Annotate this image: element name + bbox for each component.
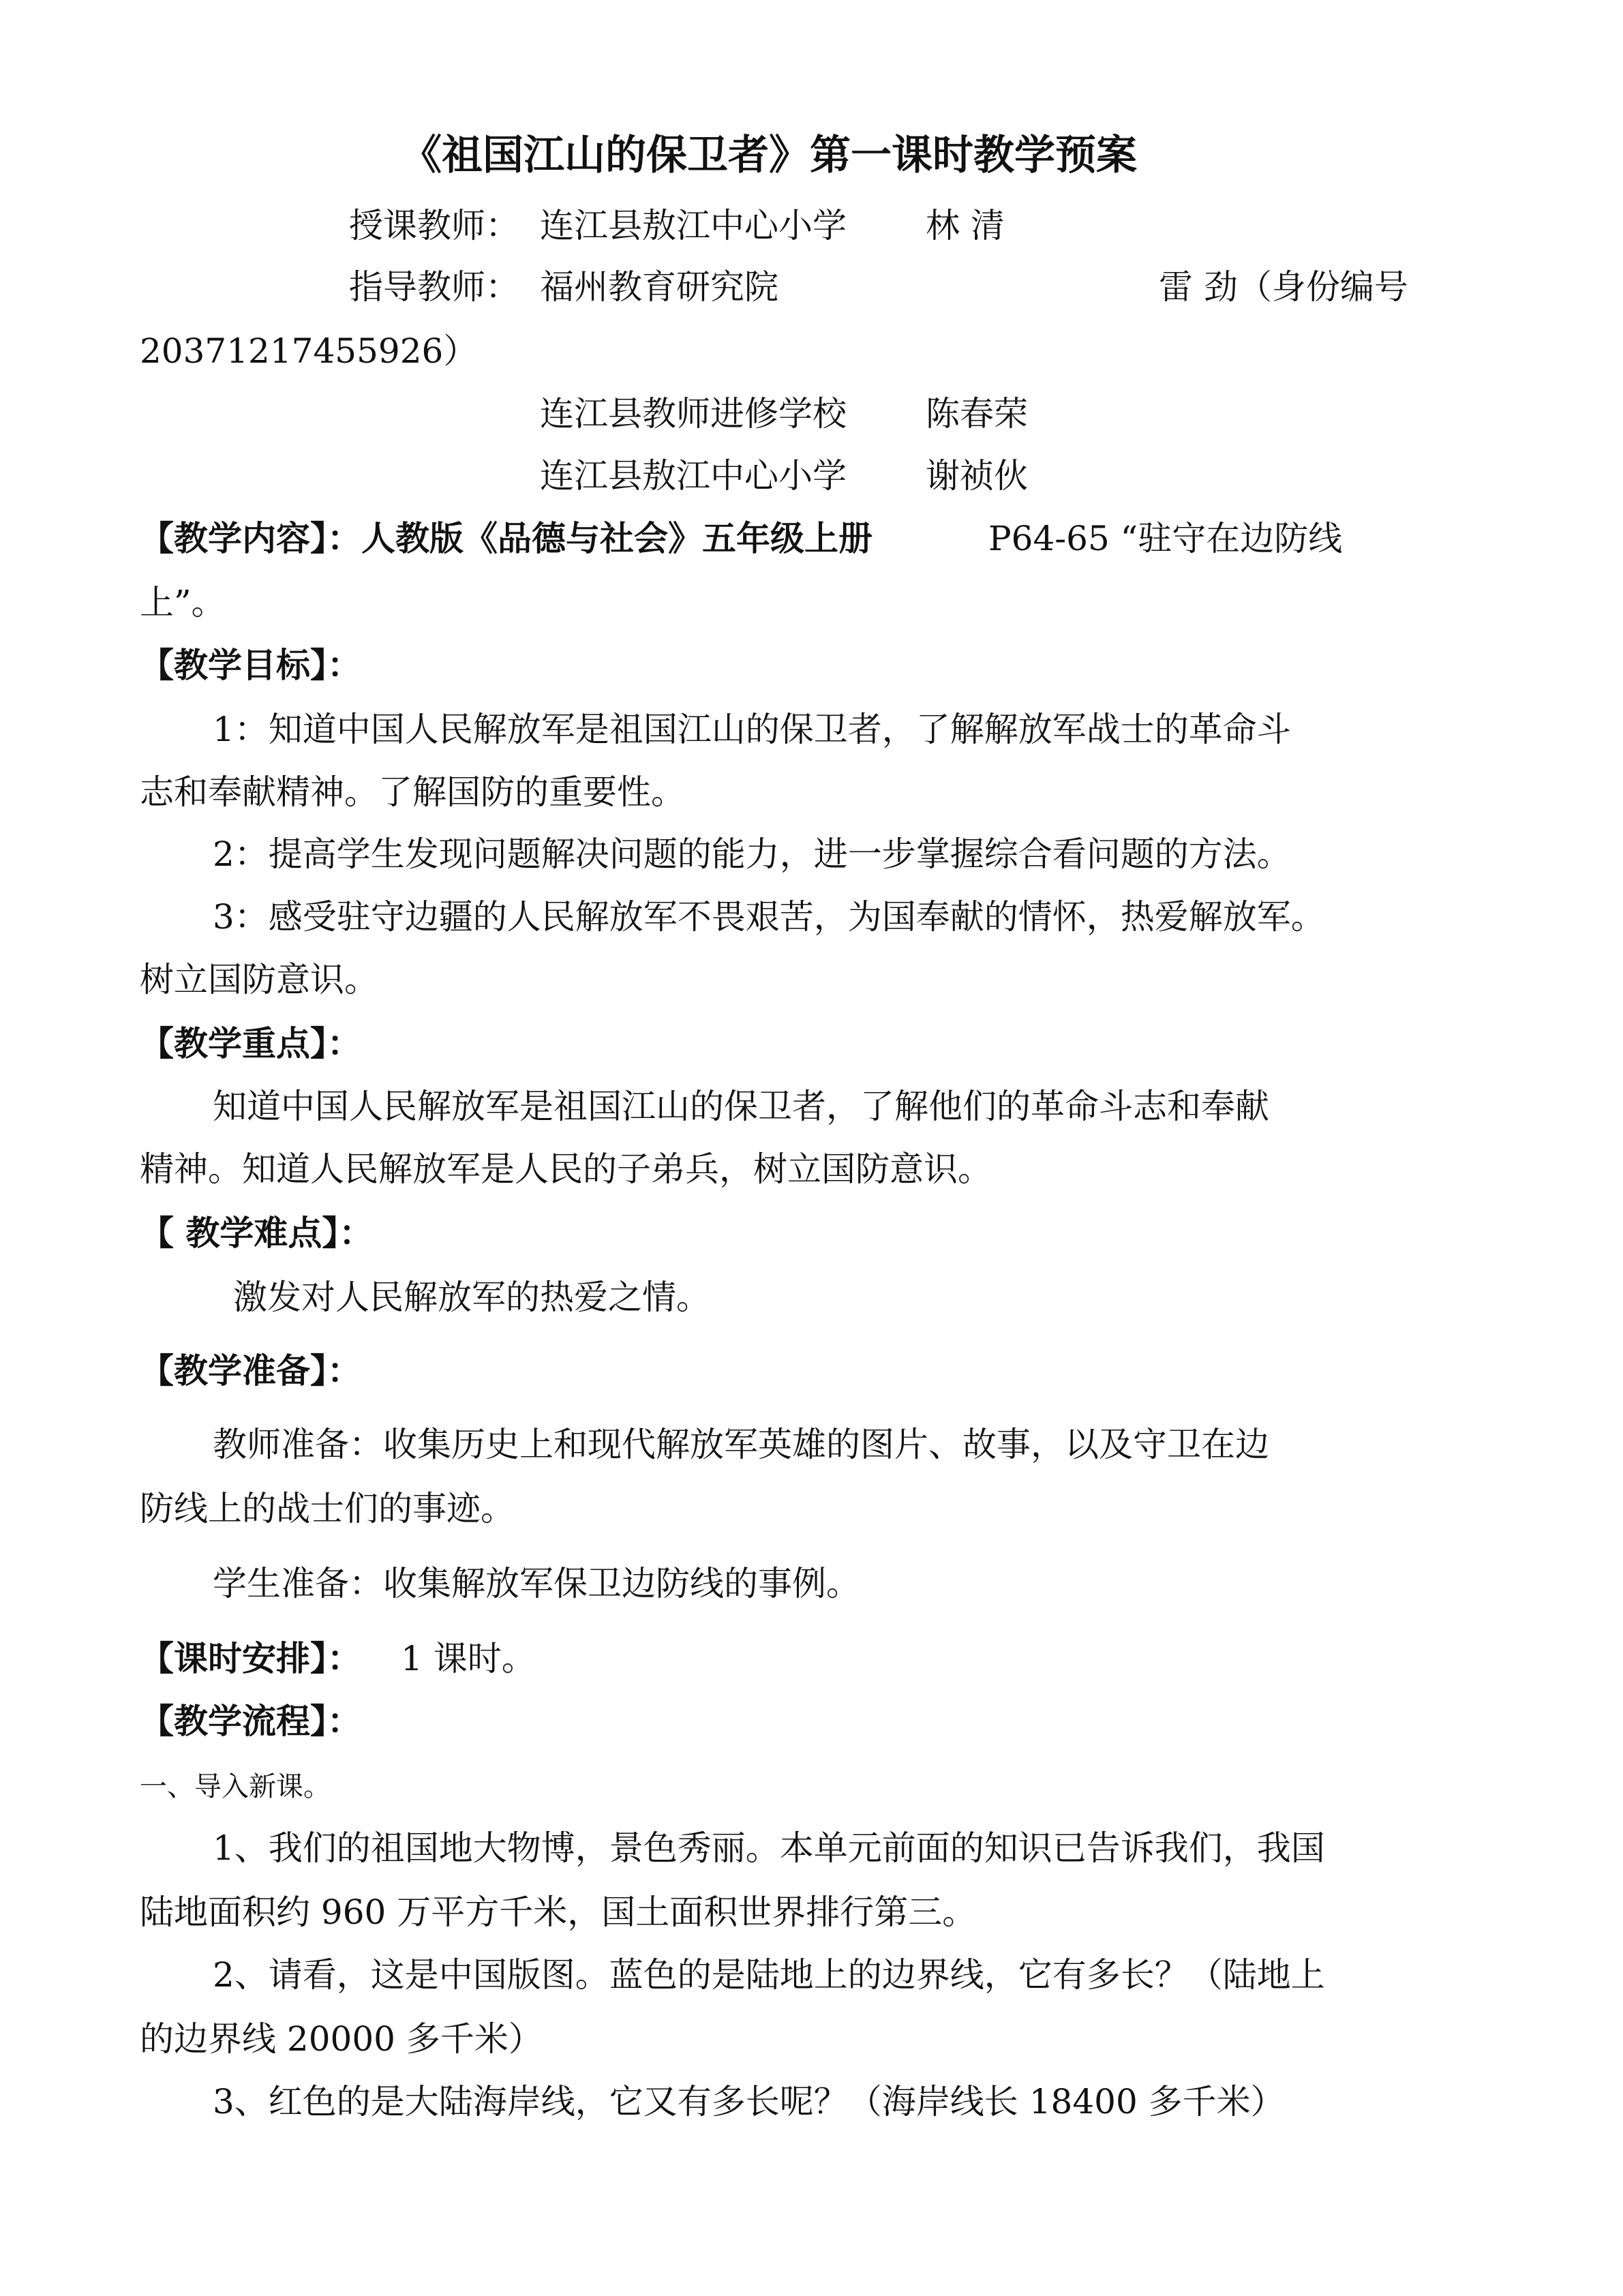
process-line: 陆地面积约 960 万平方千米，国土面积世界排行第三。 <box>140 1892 977 1932</box>
difficulty-heading: 【 教学难点】： <box>140 1213 374 1253</box>
advisor-school-3: 连江县敖江中心小学 <box>540 456 847 496</box>
process-line: 2、请看，这是中国版图。蓝色的是陆地上的边界线，它有多长？（陆地上 <box>213 1955 1325 1995</box>
schedule-text: 1 课时。 <box>401 1639 536 1678</box>
content-text-continued: 上”。 <box>140 583 226 622</box>
content-heading: 【教学内容】：人教版《品德与社会》五年级上册 <box>140 518 873 558</box>
process-section-title: 一、导入新课。 <box>140 1771 331 1802</box>
key-points-line: 精神。知道人民解放军是人民的子弟兵，树立国防意识。 <box>140 1149 992 1189</box>
schedule-heading: 【课时安排】： <box>140 1638 361 1678</box>
preparation-student: 学生准备：收集解放军保卫边防线的事例。 <box>213 1564 860 1603</box>
advisor-label: 指导教师： <box>349 267 519 307</box>
preparation-teacher-line: 教师准备：收集历史上和现代解放军英雄的图片、故事，以及守卫在边 <box>213 1425 1269 1464</box>
objective-line: 志和奉献精神。了解国防的重要性。 <box>140 772 685 812</box>
page-title: 《祖国江山的保卫者》第一课时教学预案 <box>401 132 1137 179</box>
process-heading: 【教学流程】： <box>140 1701 361 1741</box>
process-line: 3、红色的是大陆海岸线，它又有多长呢？（海岸线长 18400 多千米） <box>213 2082 1285 2121</box>
preparation-heading: 【教学准备】： <box>140 1350 361 1391</box>
process-line: 的边界线 20000 多千米） <box>140 2019 543 2059</box>
key-points-line: 知道中国人民解放军是祖国江山的保卫者，了解他们的革命斗志和奉献 <box>213 1087 1269 1126</box>
content-text: P64-65 “驻守在边防线 <box>988 519 1343 558</box>
advisor-name-2: 陈春荣 <box>926 394 1028 434</box>
difficulty-text: 激发对人民解放军的热爱之情。 <box>233 1278 710 1317</box>
key-points-heading: 【教学重点】： <box>140 1023 361 1063</box>
objective-line: 1：知道中国人民解放军是祖国江山的保卫者，了解解放军战士的革命斗 <box>213 710 1291 749</box>
advisor-school-2: 连江县教师进修学校 <box>540 394 847 434</box>
advisor-name-3: 谢祯伙 <box>926 456 1028 496</box>
objective-line: 树立国防意识。 <box>140 960 378 999</box>
advisor-name-1: 雷 劲（身份编号 <box>1159 267 1408 307</box>
objectives-heading: 【教学目标】： <box>140 645 361 685</box>
objective-line: 3：感受驻守边疆的人民解放军不畏艰苦，为国奉献的情怀，热爱解放军。 <box>213 897 1325 937</box>
process-line: 1、我们的祖国地大物博，景色秀丽。本单元前面的知识已告诉我们，我国 <box>213 1828 1325 1868</box>
teacher-name: 林 清 <box>926 206 1005 245</box>
teacher-school: 连江县敖江中心小学 <box>540 206 847 245</box>
advisor-id-number: 20371217455926） <box>140 331 478 371</box>
objective-line: 2：提高学生发现问题解决问题的能力，进一步掌握综合看问题的方法。 <box>213 834 1291 874</box>
teacher-label: 授课教师： <box>349 206 519 245</box>
preparation-teacher-line: 防线上的战士们的事迹。 <box>140 1489 515 1528</box>
advisor-school-1: 福州教育研究院 <box>540 267 778 307</box>
